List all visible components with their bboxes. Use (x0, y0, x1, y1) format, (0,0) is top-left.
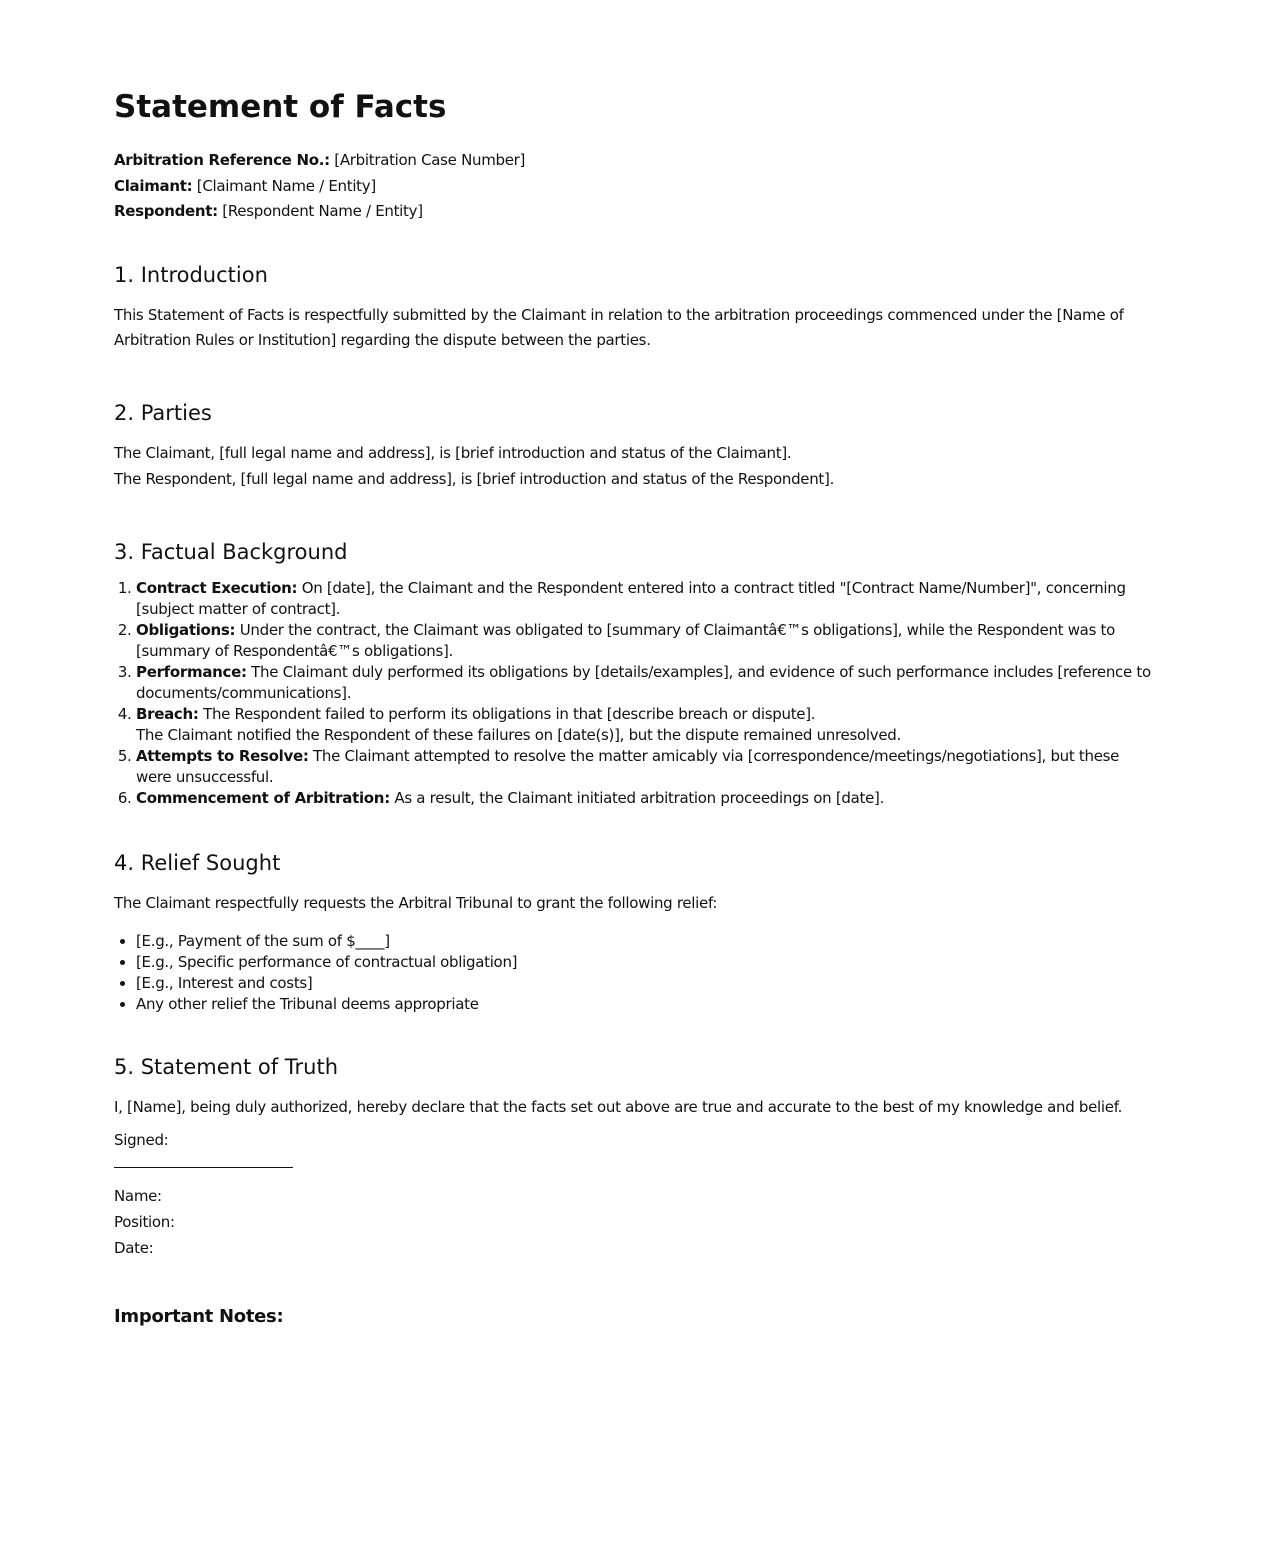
reference-line (114, 148, 1154, 174)
section-statement-of-truth (114, 1053, 1154, 1261)
list-item (136, 578, 1154, 620)
list-item (136, 788, 1154, 809)
truth-heading: 5. Statement of Truth (114, 1054, 339, 1079)
position-label: Position: (114, 1212, 175, 1231)
background-heading: 3. Factual Background (114, 539, 348, 564)
section-parties (114, 399, 1154, 492)
list-item: • Any other relief the Tribunal deems appropriate (136, 994, 1154, 1015)
item-label: Attempts to Resolve: (136, 746, 309, 765)
signed-label: Signed: (114, 1130, 169, 1149)
introduction-heading: 1. Introduction (114, 262, 268, 287)
document-content (114, 86, 1154, 1327)
reference-value: [Arbitration Case Number] (329, 151, 526, 169)
parties-respondent-line: The Respondent, [full legal name and address], is [brief introduction and status of the Respondent]. (114, 469, 835, 488)
claimant-label: Claimant: (114, 176, 193, 195)
parties-heading: 2. Parties (114, 400, 212, 425)
date-label: Date: (114, 1238, 154, 1257)
reference-label: Arbitration Reference No.: (114, 151, 330, 169)
claimant-line (114, 174, 1154, 200)
item-text: The Respondent failed to perform its obligations in that [describe breach or dispute]. (198, 704, 816, 723)
relief-intro: The Claimant respectfully requests the Arbitral Tribunal to grant the following relief: (114, 893, 718, 912)
relief-heading: 4. Relief Sought (114, 850, 281, 875)
item-text-continued: The Claimant notified the Respondent of these failures on [date(s)], but the dispute remained unresolved. (136, 725, 901, 744)
truth-declaration: I, [Name], being duly authorized, hereby declare that the facts set out above are true and accurate to the best of my knowledge and belief. (114, 1097, 1123, 1116)
list-item: • [E.g., Payment of the sum of $____] (136, 931, 1154, 952)
item-label: Performance: (136, 662, 247, 681)
parties-claimant-line: The Claimant, [full legal name and address], is [brief introduction and status of the Claimant]. (114, 443, 792, 462)
respondent-line (114, 199, 1154, 225)
relief-list (114, 931, 1154, 1015)
case-meta (114, 148, 1154, 225)
item-label: Commencement of Arbitration: (136, 788, 390, 807)
item-text: On [date], the Claimant and the Respondent entered into a contract titled "[Contract Name/Number]", concerning [subject matter of contract]. (136, 578, 1126, 618)
page-title: Statement of Facts (114, 89, 447, 125)
section-factual-background (114, 538, 1154, 809)
list-item: • [E.g., Specific performance of contractual obligation] (136, 952, 1154, 973)
list-item (136, 620, 1154, 662)
claimant-value: [Claimant Name / Entity] (192, 176, 376, 195)
item-label: Breach: (136, 704, 199, 723)
list-item (136, 746, 1154, 788)
item-label: Contract Execution: (136, 578, 298, 597)
item-label: Obligations: (136, 620, 236, 639)
background-list (114, 578, 1154, 809)
section-relief-sought (114, 849, 1154, 1015)
list-item (136, 704, 1154, 746)
item-text: Under the contract, the Claimant was obligated to [summary of Claimantâ€™s obligations], while the Respondent was to [summary of Respondentâ€™s obligations]. (136, 620, 1116, 660)
list-item: • [E.g., Interest and costs] (136, 973, 1154, 994)
introduction-text: This Statement of Facts is respectfully submitted by the Claimant in relation to the arbitration proceedings commenced under the [Name of Arbitration Rules or Institution] regarding the dispute between the parties. (114, 305, 1124, 349)
name-label: Name: (114, 1186, 162, 1205)
respondent-value: [Respondent Name / Entity] (217, 202, 423, 220)
item-text: As a result, the Claimant initiated arbitration proceedings on [date]. (389, 788, 885, 807)
section-introduction (114, 261, 1154, 353)
important-notes-heading: Important Notes: (114, 1305, 284, 1327)
item-text: The Claimant attempted to resolve the matter amicably via [correspondence/meetings/negotiations], but these were unsuccessful. (136, 746, 1120, 786)
signature-line (114, 1167, 293, 1168)
item-text: The Claimant duly performed its obligations by [details/examples], and evidence of such performance includes [reference to documents/communications]. (136, 662, 1151, 702)
list-item (136, 662, 1154, 704)
respondent-label: Respondent: (114, 202, 218, 220)
